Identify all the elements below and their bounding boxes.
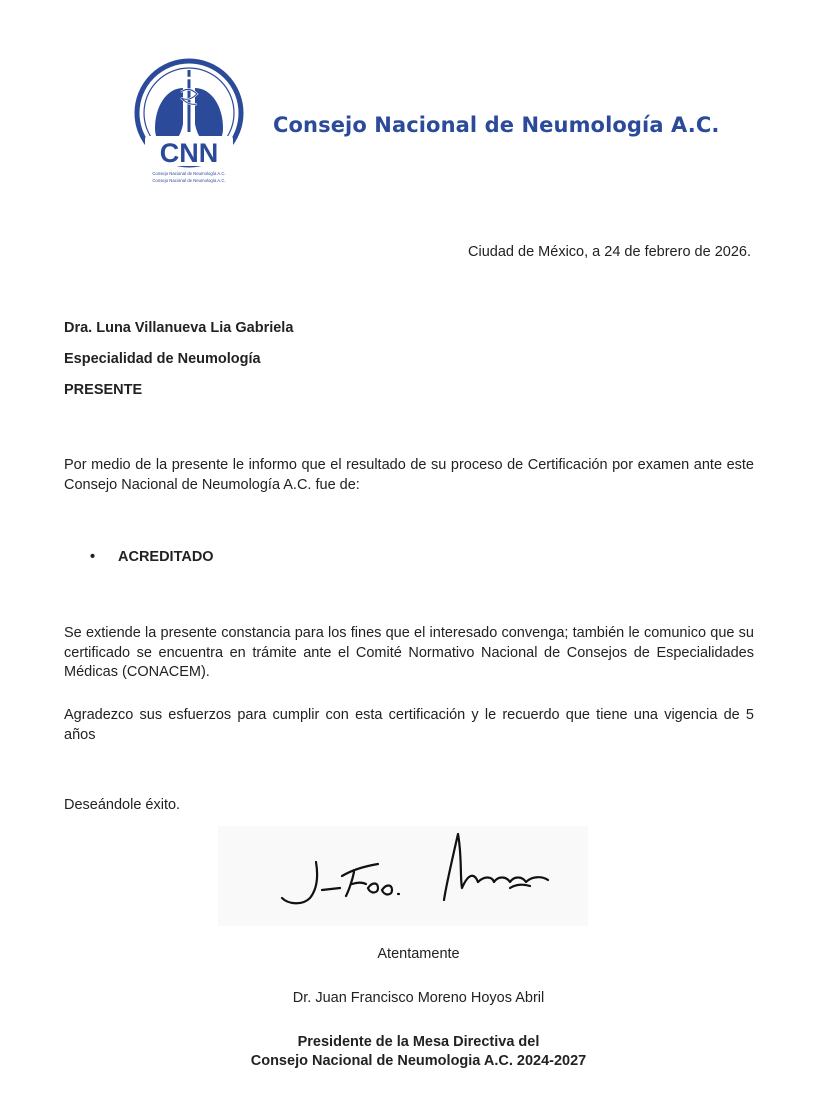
- organization-name: Consejo Nacional de Neumología A.C.: [273, 113, 720, 137]
- recipient-block: [64, 313, 293, 406]
- handwritten-signature-icon: [248, 826, 568, 926]
- result-item: [90, 549, 214, 565]
- paragraph-vigencia: Agradezco sus esfuerzos para cumplir con esta certificación y le recuerdo que tiene una vigencia de 5 años: [64, 707, 754, 743]
- signatory-name: Dr. Juan Francisco Moreno Hoyos Abril: [292, 990, 545, 1006]
- bullet-icon: •: [90, 549, 96, 565]
- result-value: ACREDITADO: [118, 549, 214, 565]
- date-line: Ciudad de México, a 24 de febrero de 2026.: [468, 244, 751, 260]
- svg-text:Consejo Nacional de Neumología: Consejo Nacional de Neumología A.C.: [152, 178, 226, 183]
- signatory-title-line-1: Presidente de la Mesa Directiva del: [297, 1034, 540, 1050]
- svg-text:Consejo Nacional de Neumología: Consejo Nacional de Neumología A.C.: [152, 171, 226, 176]
- svg-text:CNN: CNN: [159, 138, 219, 168]
- signatory-title-line-2: Consejo Nacional de Neumologia A.C. 2024-2027: [250, 1053, 587, 1069]
- recipient-salutation: PRESENTE: [64, 382, 143, 398]
- letterhead: [133, 58, 753, 198]
- farewell: Deseándole éxito.: [64, 797, 181, 813]
- recipient-name: Dra. Luna Villanueva Lia Gabriela: [64, 320, 294, 336]
- closing-salutation: Atentamente: [377, 946, 460, 962]
- signatory-title: [0, 1033, 837, 1071]
- cnn-logo-icon: [133, 58, 251, 190]
- paragraph-result-intro: Por medio de la presente le informo que el resultado de su proceso de Certificación por examen ante este Consejo Nacional de Neumología A.C. fue de:: [64, 457, 754, 493]
- signature-area: [218, 826, 588, 926]
- recipient-specialty: Especialidad de Neumología: [64, 351, 261, 367]
- paragraph-constancia: Se extiende la presente constancia para los fines que el interesado convenga; también le comunico que su certificado se encuentra en trámite ante el Comité Normativo Nacional de Consejos de Especialidades Médicas (CONACEM).: [64, 625, 754, 680]
